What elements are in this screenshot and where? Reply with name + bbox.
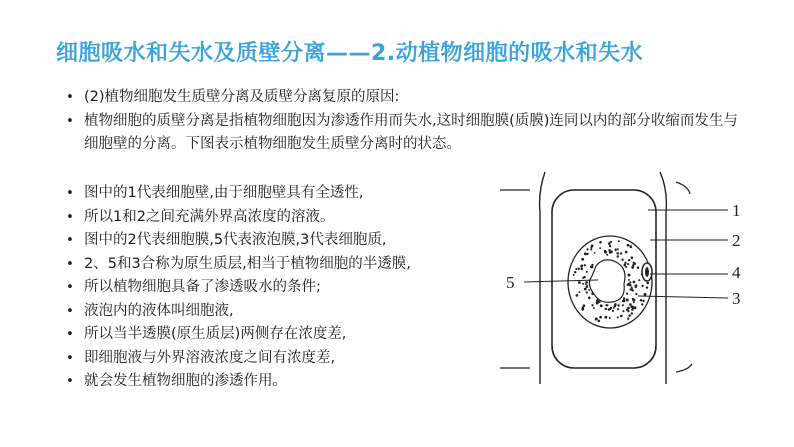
list-item-text: 所以1和2之间充满外界高浓度的溶液。	[84, 208, 335, 225]
cytoplasm-dot	[634, 306, 637, 309]
cytoplasm-dot	[631, 312, 633, 314]
cytoplasm-dot	[609, 308, 611, 310]
cytoplasm-dot	[582, 283, 584, 285]
cytoplasm-dot	[576, 294, 579, 297]
bullet-icon: •	[66, 303, 74, 319]
cytoplasm-dot	[622, 304, 624, 306]
cytoplasm-dot	[580, 265, 583, 268]
cytoplasm-dot	[629, 303, 632, 306]
intro-text	[62, 86, 752, 157]
cytoplasm-dot	[635, 286, 637, 288]
cytoplasm-dot	[618, 240, 620, 242]
cytoplasm-dot	[609, 317, 611, 319]
bullet-icon: •	[66, 186, 74, 201]
cytoplasm-dot	[615, 248, 617, 250]
bullet-icon: •	[66, 113, 74, 129]
list-item-text: 所以当半透膜(原生质层)两侧存在浓度差,	[84, 326, 347, 342]
cytoplasm-dot	[629, 288, 631, 290]
bullet-icon: •	[66, 374, 74, 389]
cytoplasm-dot	[627, 318, 629, 320]
cytoplasm-dot	[581, 258, 584, 261]
cytoplasm-dot	[591, 304, 593, 306]
intro-item-text: 植物细胞的质壁分离是指植物细胞因为渗透作用而失水,这时细胞膜(质膜)连同以内的部分收缩而发生与细胞壁的分离。下图表示植物细胞发生质壁分离时的状态。	[84, 112, 738, 152]
list-item	[62, 182, 512, 206]
cytoplasm-dot	[631, 308, 634, 311]
cytoplasm-dot	[604, 250, 606, 252]
nucleolus	[645, 267, 649, 277]
neighbor-wall-bottom-right	[676, 364, 692, 372]
cytoplasm-dot	[590, 247, 592, 249]
cytoplasm-dot	[606, 254, 608, 256]
list-item-text: 液泡内的液体叫细胞液,	[84, 302, 234, 319]
cytoplasm-dot	[624, 264, 627, 267]
bullet-icon: •	[66, 256, 74, 272]
cytoplasm-dot	[599, 241, 602, 244]
list-item-text: 就会发生植物细胞的渗透作用。	[84, 373, 287, 389]
cytoplasm-dot	[623, 297, 625, 299]
cytoplasm-dot	[622, 300, 624, 302]
intro-item	[62, 86, 752, 110]
label-3: 3	[732, 289, 741, 308]
cytoplasm-dot	[629, 281, 631, 283]
cytoplasm-dot	[605, 304, 607, 306]
cytoplasm-dot	[588, 297, 591, 300]
cytoplasm-dot	[584, 252, 587, 255]
list-item	[62, 323, 512, 347]
cytoplasm-dot	[632, 264, 634, 266]
cytoplasm-dot	[638, 279, 640, 281]
cytoplasm-dot	[631, 286, 633, 288]
cytoplasm-dot	[642, 300, 644, 302]
cytoplasm-dot	[628, 274, 631, 277]
bullet-icon: •	[66, 233, 74, 248]
bullet-icon: •	[66, 327, 74, 342]
list-item-text: 所以植物细胞具备了渗透吸水的条件;	[84, 279, 321, 295]
cytoplasm-dot	[609, 245, 611, 247]
cytoplasm-dot	[584, 264, 586, 266]
explanation-list	[62, 182, 512, 394]
cytoplasm-dot	[586, 286, 588, 288]
cytoplasm-dot	[584, 288, 587, 291]
cytoplasm-dot	[646, 286, 648, 288]
cytoplasm-dot	[608, 242, 611, 245]
cytoplasm-dot	[580, 268, 583, 271]
cytoplasm-dot	[632, 299, 635, 302]
list-item-text: 即细胞液与外界溶液浓度之间有浓度差,	[84, 349, 336, 366]
cytoplasm-dot	[641, 303, 643, 305]
cytoplasm-dot	[594, 252, 596, 254]
cytoplasm-dot	[629, 245, 632, 248]
neighbor-wall-left	[540, 172, 545, 384]
bullet-icon: •	[66, 280, 74, 295]
list-item-text: 2、5和3合称为原生质层,相当于植物细胞的半透膜,	[84, 255, 411, 272]
cytoplasm-dot	[627, 263, 629, 265]
bullet-icon: •	[66, 209, 74, 225]
cytoplasm-dot	[627, 307, 630, 310]
intro-item-text: (2)植物细胞发生质壁分离及质壁分离复原的原因:	[84, 89, 400, 105]
list-item	[62, 253, 512, 277]
list-item-text: 图中的2代表细胞膜,5代表液泡膜,3代表细胞质,	[84, 232, 387, 248]
cytoplasm-dot	[621, 259, 623, 261]
cytoplasm-dot	[640, 299, 643, 302]
slide-title: 细胞吸水和失水及质壁分离——2.动植物细胞的吸水和失水	[56, 41, 644, 66]
cytoplasm-dot	[573, 274, 575, 276]
cytoplasm-dot	[588, 289, 590, 291]
cytoplasm-dot	[622, 310, 624, 312]
cytoplasm-dot	[631, 256, 634, 259]
cytoplasm-dot	[627, 244, 630, 247]
cytoplasm-dot	[647, 282, 650, 285]
cytoplasm-dot	[633, 301, 635, 303]
plasmolysis-cell-diagram	[500, 172, 768, 384]
cytoplasm-dot	[628, 259, 630, 261]
cytoplasm-dot	[598, 320, 601, 323]
cytoplasm-dot	[617, 255, 619, 257]
cytoplasm-dot	[633, 281, 636, 284]
list-item	[62, 276, 512, 300]
bullet-icon: •	[66, 350, 74, 366]
cytoplasm-dot	[612, 310, 614, 312]
cytoplasm-dot	[578, 281, 581, 284]
list-item-text: 图中的1代表细胞壁,由于细胞壁具有全透性,	[84, 185, 364, 201]
cytoplasm-dot	[590, 266, 592, 268]
cytoplasm-dot	[582, 307, 585, 310]
cytoplasm-dot	[586, 271, 588, 273]
label-4: 4	[732, 263, 741, 282]
cytoplasm-dot	[604, 316, 607, 319]
label-2: 2	[732, 231, 741, 250]
bullet-icon: •	[66, 90, 74, 105]
cytoplasm-dot	[593, 307, 595, 309]
cytoplasm-dot	[586, 248, 588, 250]
neighbor-wall-top-right	[676, 182, 690, 194]
cytoplasm-dot	[574, 271, 576, 273]
cytoplasm-dot	[644, 293, 647, 296]
cytoplasm-dot	[628, 279, 630, 281]
cytoplasm-dot	[641, 285, 643, 287]
cytoplasm-dot	[616, 252, 619, 255]
cytoplasm-dot	[626, 292, 628, 294]
cytoplasm-dot	[614, 303, 617, 306]
cytoplasm-dot	[595, 318, 598, 321]
cytoplasm-dot	[591, 264, 593, 266]
cytoplasm-dot	[590, 248, 592, 250]
cytoplasm-dot	[632, 290, 634, 292]
cytoplasm-dot	[617, 248, 619, 250]
cytoplasm-dot	[620, 315, 623, 318]
neighbor-wall-right	[660, 172, 666, 384]
list-item	[62, 229, 512, 253]
cytoplasm-dot	[586, 291, 588, 293]
cytoplasm-dot	[599, 247, 601, 249]
label-5: 5	[506, 273, 515, 292]
cytoplasm-dot	[575, 268, 577, 270]
intro-item	[62, 110, 752, 157]
cytoplasm-dot	[617, 304, 619, 306]
cytoplasm-dot	[600, 304, 603, 307]
cytoplasm-dot	[625, 266, 627, 268]
cytoplasm-dot	[582, 277, 584, 279]
label-1: 1	[732, 201, 741, 220]
cytoplasm-dot	[627, 284, 629, 286]
cytoplasm-dot	[637, 266, 640, 269]
cytoplasm-dot	[605, 308, 607, 310]
cytoplasm-dot	[585, 281, 587, 283]
cytoplasm-dot	[625, 251, 628, 254]
cytoplasm-dot	[635, 293, 637, 295]
cytoplasm-dot	[620, 252, 622, 254]
cytoplasm-dot	[577, 267, 579, 269]
cytoplasm-dot	[599, 316, 602, 319]
cytoplasm-dot	[626, 299, 629, 302]
list-item	[62, 347, 512, 371]
cytoplasm-dot	[617, 308, 619, 310]
list-item	[62, 300, 512, 324]
cytoplasm-dot	[610, 251, 613, 254]
cytoplasm-dot	[578, 291, 580, 293]
list-item	[62, 206, 512, 230]
cytoplasm-dot	[628, 314, 631, 317]
cytoplasm-dot	[617, 316, 619, 318]
list-item	[62, 370, 512, 394]
